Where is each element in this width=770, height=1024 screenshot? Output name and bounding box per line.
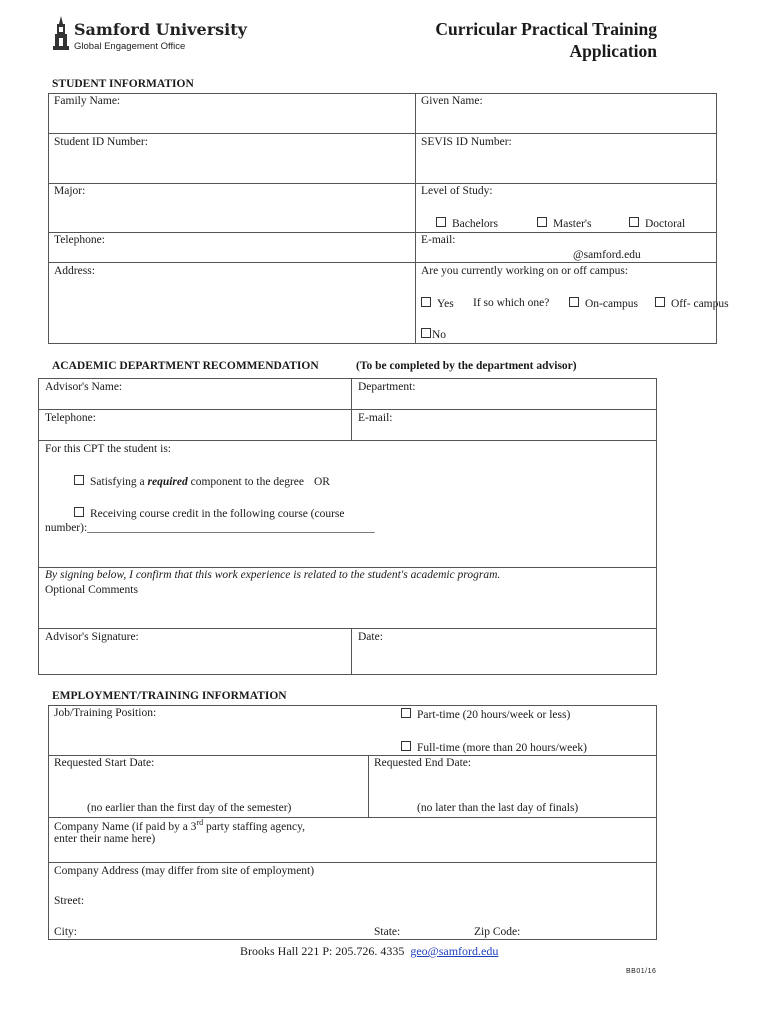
checkbox-icon [629, 217, 639, 227]
form-code: BB01/16 [626, 968, 657, 975]
sevis-id-label[interactable]: SEVIS ID Number: [421, 136, 512, 148]
advisor-date-label[interactable]: Date: [358, 631, 383, 643]
footer-contact [240, 944, 498, 959]
divider [48, 862, 657, 863]
divider [415, 93, 416, 344]
checkbox-icon [401, 708, 411, 718]
job-position-label[interactable]: Job/Training Position: [54, 707, 157, 719]
required-component-checkbox[interactable]: Satisfying a required component to the degree OR [74, 475, 330, 488]
confirmation-statement: By signing below, I confirm that this work experience is related to the student's academic program. [45, 569, 501, 581]
divider [368, 755, 369, 817]
state-label[interactable]: State: [374, 926, 401, 938]
city-label[interactable]: City: [54, 926, 78, 938]
university-name: Samford University [74, 20, 247, 39]
footer-address: Brooks Hall 221 P: 205.726. 4335 [240, 944, 405, 958]
divider [48, 183, 717, 184]
email-domain: @samford.edu [573, 249, 641, 261]
end-date-label[interactable]: Requested End Date: [374, 757, 472, 769]
title-line-1: Curricular Practical Training [435, 19, 657, 39]
checkbox-icon [537, 217, 547, 227]
working-yes-checkbox[interactable]: Yes [421, 297, 454, 310]
divider [38, 567, 657, 568]
cpt-purpose-label: For this CPT the student is: [45, 443, 171, 455]
on-campus-checkbox[interactable]: On-campus [569, 297, 638, 310]
document-title [435, 18, 657, 62]
divider [48, 232, 717, 233]
course-number-field[interactable]: number):__________________________________________________ [45, 522, 375, 534]
office-name: Global Engagement Office [74, 41, 186, 52]
checkbox-icon [655, 297, 665, 307]
off-campus-checkbox[interactable]: Off- campus [655, 297, 729, 310]
zip-code-label[interactable]: Zip Code: [474, 926, 521, 938]
address-label[interactable]: Address: [54, 265, 95, 277]
title-line-2: Application [569, 41, 657, 61]
which-one-label: If so which one? [473, 297, 550, 309]
street-label[interactable]: Street: [54, 895, 85, 907]
academic-section-note: (To be completed by the department advisor) [356, 360, 577, 372]
employment-section-heading: EMPLOYMENT/TRAINING INFORMATION [52, 690, 287, 702]
checkbox-icon [436, 217, 446, 227]
checkbox-icon [401, 741, 411, 751]
student-id-label[interactable]: Student ID Number: [54, 136, 148, 148]
start-date-label[interactable]: Requested Start Date: [54, 757, 155, 769]
divider [38, 440, 657, 441]
family-name-label[interactable]: Family Name: [54, 95, 121, 107]
masters-checkbox[interactable]: Master's [537, 217, 591, 230]
divider [48, 262, 717, 263]
working-no-checkbox[interactable]: No [421, 328, 446, 341]
checkbox-icon [421, 297, 431, 307]
working-question: Are you currently working on or off campus: [421, 265, 629, 277]
university-logo [52, 16, 252, 56]
course-credit-checkbox[interactable]: Receiving course credit in the following course (course [74, 507, 345, 520]
checkbox-icon [74, 507, 84, 517]
part-time-checkbox[interactable]: Part-time (20 hours/week or less) [401, 708, 570, 721]
checkbox-icon [421, 328, 431, 338]
end-date-note: (no later than the last day of finals) [417, 802, 579, 814]
company-name-label-line2: enter their name here) [54, 833, 156, 845]
divider [48, 755, 657, 756]
company-address-label: Company Address (may differ from site of employment) [54, 865, 315, 877]
checkbox-icon [569, 297, 579, 307]
level-of-study-label: Level of Study: [421, 185, 493, 197]
student-section-heading: STUDENT INFORMATION [52, 78, 194, 90]
advisor-signature-label[interactable]: Advisor's Signature: [45, 631, 139, 643]
optional-comments-label[interactable]: Optional Comments [45, 584, 138, 596]
advisor-name-label[interactable]: Advisor's Name: [45, 381, 123, 393]
telephone-label[interactable]: Telephone: [54, 234, 105, 246]
department-label[interactable]: Department: [358, 381, 416, 393]
full-time-checkbox[interactable]: Full-time (more than 20 hours/week) [401, 741, 587, 754]
advisor-telephone-label[interactable]: Telephone: [45, 412, 96, 424]
divider [38, 628, 657, 629]
checkbox-icon [74, 475, 84, 485]
bachelors-checkbox[interactable]: Bachelors [436, 217, 498, 230]
start-date-note: (no earlier than the first day of the semester) [87, 802, 292, 814]
doctoral-checkbox[interactable]: Doctoral [629, 217, 685, 230]
divider [48, 133, 717, 134]
major-label[interactable]: Major: [54, 185, 86, 197]
divider [351, 628, 352, 675]
divider [38, 409, 657, 410]
given-name-label[interactable]: Given Name: [421, 95, 483, 107]
bell-tower-icon [52, 16, 70, 52]
footer-email-link[interactable]: geo@samford.edu [410, 944, 499, 958]
company-name-label[interactable]: Company Name (if paid by a 3rd party staffing agency, [54, 818, 305, 833]
advisor-email-label[interactable]: E-mail: [358, 412, 393, 424]
academic-section-heading: ACADEMIC DEPARTMENT RECOMMENDATION [52, 360, 319, 372]
email-label[interactable]: E-mail: [421, 234, 456, 246]
